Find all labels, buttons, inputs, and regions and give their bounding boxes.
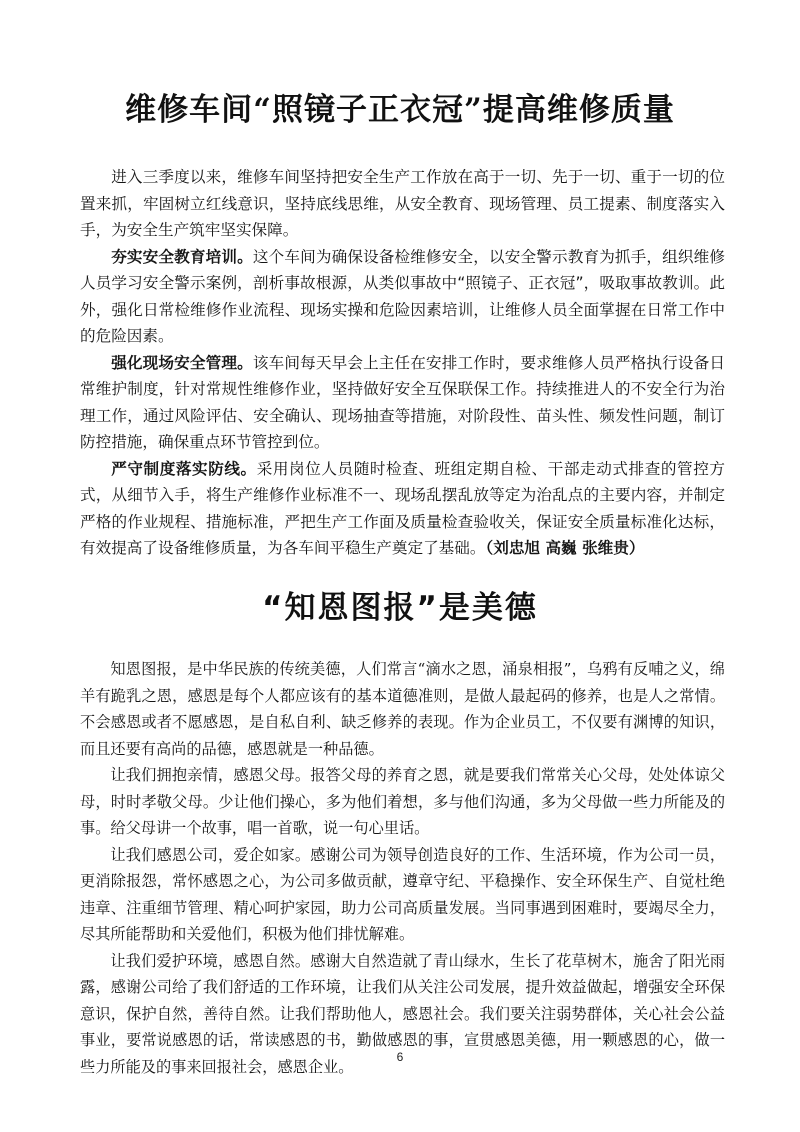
section-text: 这个车间为确保设备检维修安全，以安全警示教育为抓手，组织维修人员学习安全警示案例，剖析事故根源，从类似事故中“照镜子、正衣冠”，吸取事故教训。此外，强化日常检维修作业流程、现场实操和危险因素培训，让维修人员全面掌握在日常工作中的危险因素。 (80, 247, 725, 345)
section-text: 采用岗位人员随时检查、班组定期自检、干部走动式排查的管控方式，从细节入手，将生产维修作业标准不一、现场乱摆乱放等定为治乱点的主要内容，并制定严格的作业规程、措施标准，严把生产工作面及质量检查验收关，保证安全质量标准化达标，有效提高了设备维修质量，为各车间平稳生产奠定了基础。 (80, 459, 725, 557)
article1-body (80, 164, 725, 562)
article1-section (80, 244, 725, 350)
article2-paragraph: 让我们爱护环境，感恩自然。感谢大自然造就了青山绿水，生长了花草树木，施舍了阳光雨露，感谢公司给了我们舒适的工作环境，让我们从关注公司发展，提升效益做起，增强安全环保意识，保护自然，善待自然。让我们帮助他人，感恩社会。我们要关注弱势群体，关心社会公益事业，要常说感恩的话，常读感恩的书，勤做感恩的事，宣贯感恩美德，用一颗感恩的心，做一些力所能及的事来回报社会，感恩企业。 (80, 951, 725, 1076)
article2-paragraph: 让我们拥抱亲情，感恩父母。报答父母的养育之恩，就是要我们常常关心父母，处处体谅父母，时时孝敬父母。少让他们操心，多为他们着想，多与他们沟通，多为父母做一些力所能及的事。给父母讲一个故事，唱一首歌，说一句心里话。 (80, 766, 725, 837)
section-lead: 夯实安全教育培训。 (111, 247, 253, 266)
article1-section (80, 456, 725, 562)
section-lead: 强化现场安全管理。 (111, 353, 253, 372)
section-lead: 严守制度落实防线。 (111, 459, 257, 478)
article1-intro: 进入三季度以来，维修车间坚持把安全生产工作放在高于一切、先于一切、重于一切的位置来抓，牢固树立红线意识，坚持底线思维，从安全教育、现场管理、员工提素、制度落实入手，为安全生产筑牢坚实保障。 (80, 168, 725, 239)
article1-section (80, 350, 725, 456)
article1-authors: （刘忠旭 高巍 张维贵） (485, 539, 645, 557)
article2-body (80, 656, 725, 1080)
article2-paragraph: 知恩图报，是中华民族的传统美德，人们常言“滴水之恩，涌泉相报”，乌鸦有反哺之义，绵羊有跪乳之恩，感恩是每个人都应该有的基本道德准则，是做人最起码的修养，也是人之常情。不会感恩或者不愿感恩，是自私自利、缺乏修养的表现。作为企业员工，不仅要有渊博的知识，而且还要有高尚的品德，感恩就是一种品德。 (80, 660, 725, 758)
section-text: 该车间每天早会上主任在安排工作时，要求维修人员严格执行设备日常维护制度，针对常规性维修作业，坚持做好安全互保联保工作。持续推进人的不安全行为治理工作，通过风险评估、安全确认、现场抽查等措施，对阶段性、苗头性、频发性问题，制订防控措施，确保重点环节管控到位。 (80, 353, 725, 451)
page-number: 6 (396, 1050, 404, 1064)
article1-title: 维修车间“照镜子正衣冠”提高维修质量 (125, 92, 675, 128)
article2-paragraph: 让我们感恩公司，爱企如家。感谢公司为领导创造良好的工作、生活环境，作为公司一员，更消除报怨，常怀感恩之心，为公司多做贡献，遵章守纪、平稳操作、安全环保生产、自觉杜绝违章、注重细节管理、精心呵护家园，助力公司高质量发展。当同事遇到困难时，要竭尽全力，尽其所能帮助和关爱他们，积极为他们排忧解难。 (80, 845, 725, 943)
article2-title: “知恩图报”是美德 (262, 590, 538, 626)
